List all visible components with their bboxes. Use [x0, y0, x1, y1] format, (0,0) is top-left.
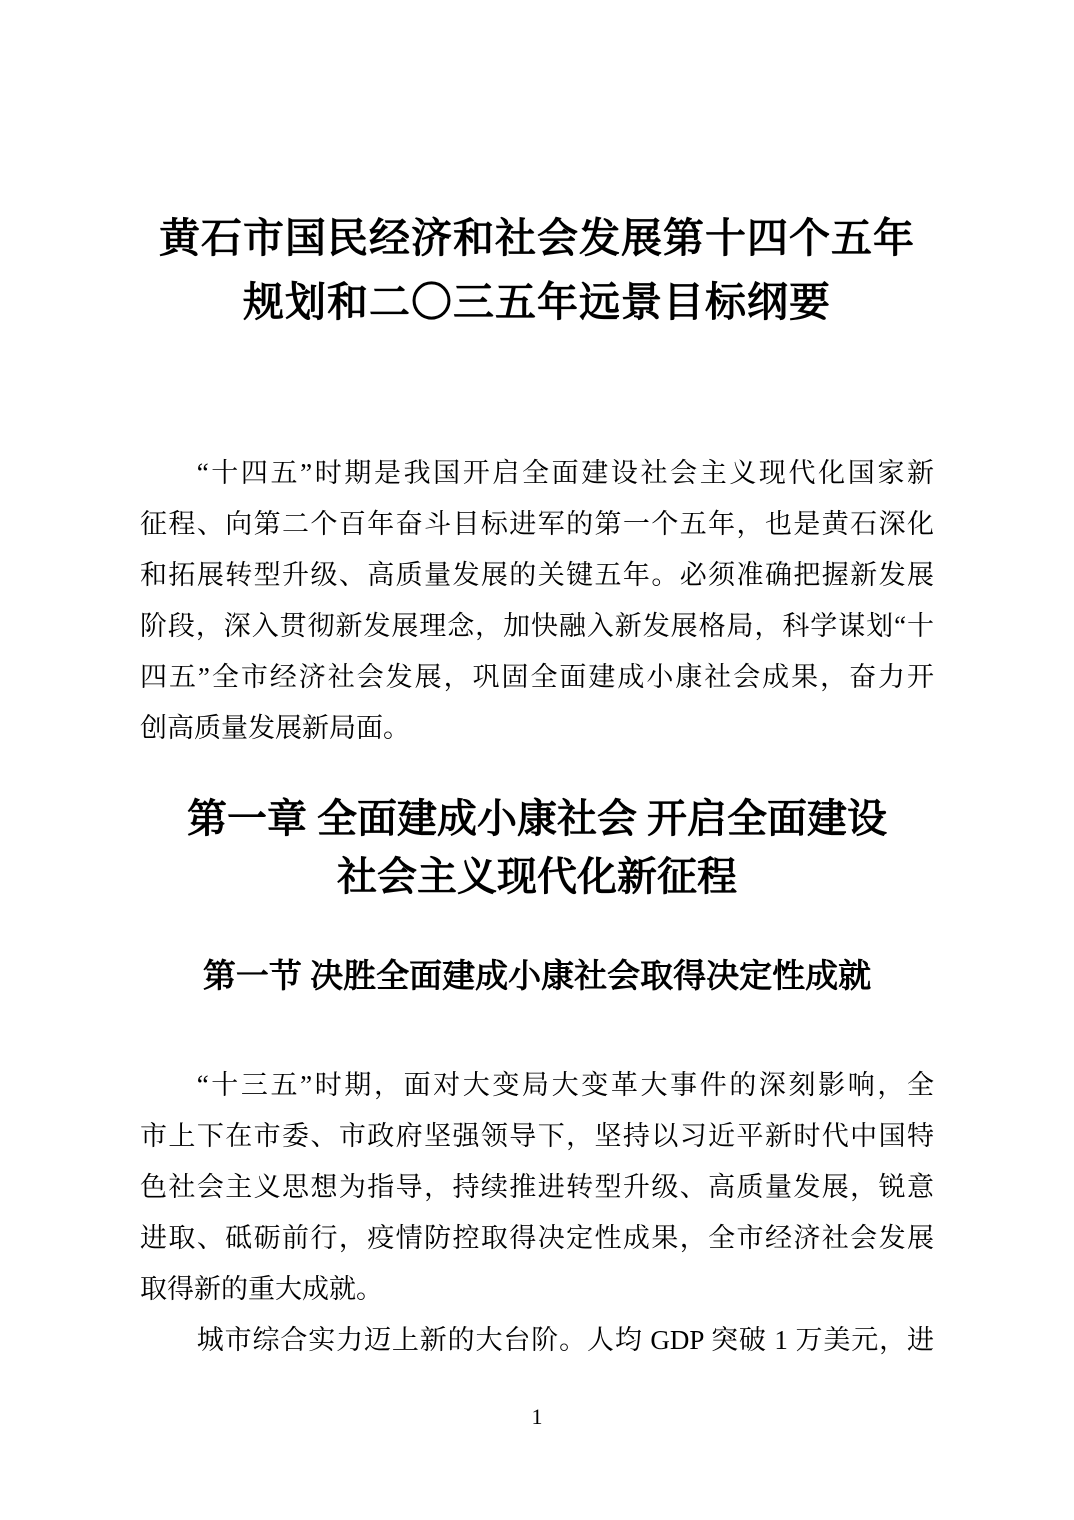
- paragraph-line: 色社会主义思想为指导，持续推进转型升级、高质量发展，锐意: [140, 1172, 934, 1202]
- document-title-line: 规划和二〇三五年远景目标纲要: [243, 279, 831, 325]
- paragraph-line: 和拓展转型升级、高质量发展的关键五年。必须准确把握新发展: [140, 560, 934, 590]
- paragraph-line: 四五”全市经济社会发展，巩固全面建成小康社会成果，奋力开: [140, 662, 934, 692]
- chapter-1-heading: [140, 790, 934, 906]
- city-strength-paragraph: [140, 1315, 934, 1366]
- page-number: 1: [531, 1404, 543, 1429]
- intro-paragraph: [140, 448, 934, 754]
- document-title: [140, 0, 934, 334]
- paragraph-line: 创高质量发展新局面。: [140, 713, 410, 743]
- paragraph-line: 取得新的重大成就。: [140, 1274, 383, 1304]
- paragraph-line: 征程、向第二个百年奋斗目标进军的第一个五年，也是黄石深化: [140, 509, 934, 539]
- paragraph-line: 城市综合实力迈上新的大台阶。人均 GDP 突破 1 万美元，进: [196, 1325, 934, 1355]
- paragraph-line: 进取、砥砺前行，疫情防控取得决定性成果，全市经济社会发展: [140, 1223, 934, 1253]
- chapter-heading-line: 社会主义现代化新征程: [337, 854, 737, 899]
- paragraph-line: 阶段，深入贯彻新发展理念，加快融入新发展格局，科学谋划“十: [140, 611, 934, 641]
- achievements-paragraph: [140, 1060, 934, 1315]
- paragraph-line: “十三五”时期，面对大变局大变革大事件的深刻影响，全: [196, 1070, 934, 1100]
- section-1-heading: 第一节 决胜全面建成小康社会取得决定性成就: [202, 959, 872, 995]
- chapter-heading-line: 第一章 全面建成小康社会 开启全面建设: [187, 796, 887, 841]
- document-title-line: 黄石市国民经济和社会发展第十四个五年: [159, 215, 915, 261]
- paragraph-line: “十四五”时期是我国开启全面建设社会主义现代化国家新: [196, 458, 934, 488]
- paragraph-line: 市上下在市委、市政府坚强领导下，坚持以习近平新时代中国特: [140, 1121, 934, 1151]
